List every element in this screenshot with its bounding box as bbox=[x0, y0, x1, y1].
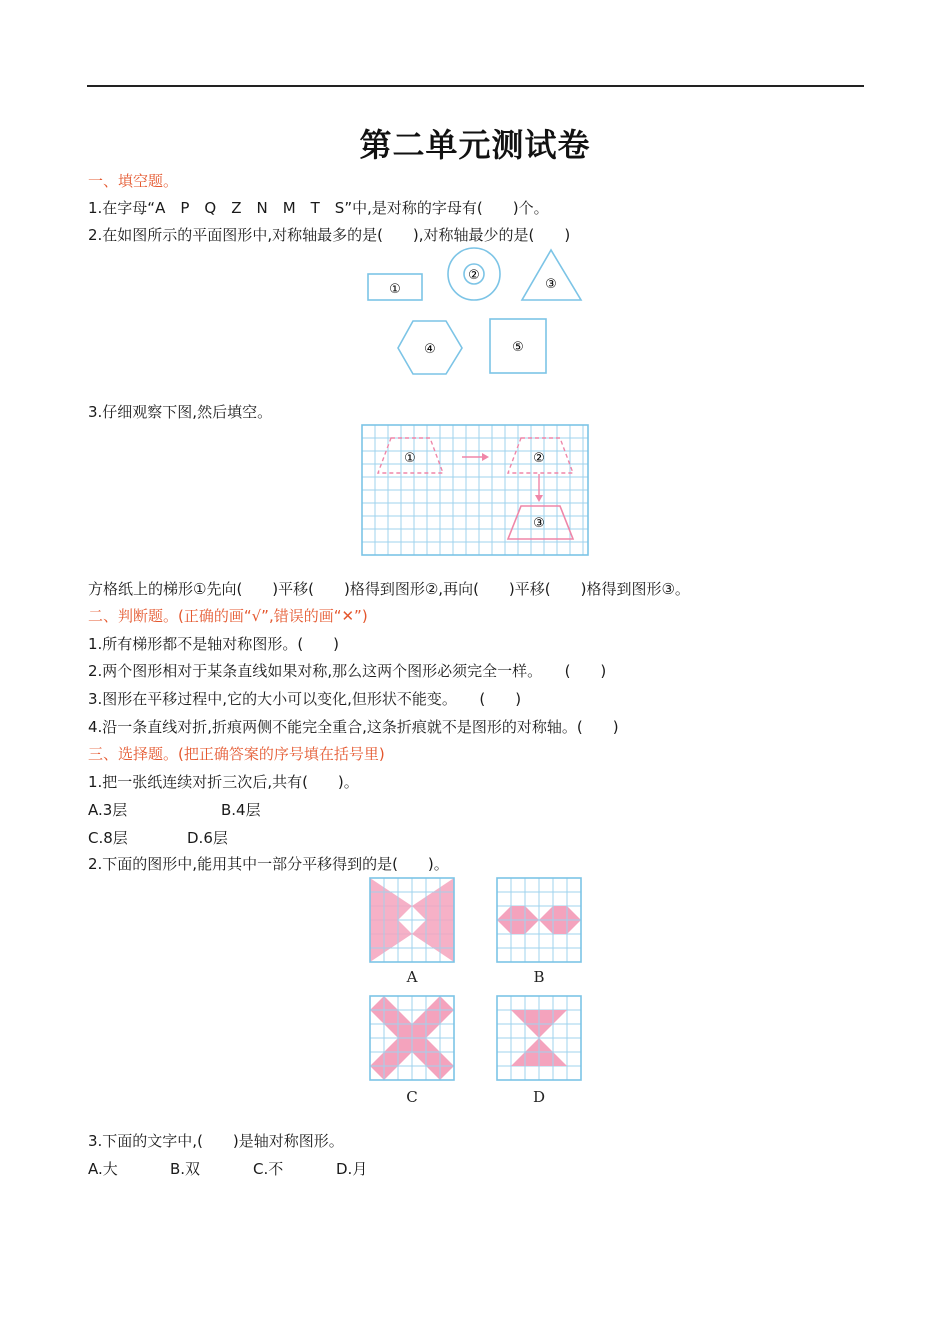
choice-option-a: A.3层 bbox=[88, 801, 128, 819]
option-a-figure bbox=[370, 878, 454, 962]
plane-shapes-figure bbox=[360, 242, 590, 377]
question-1-3: 3.仔细观察下图,然后填空。 bbox=[88, 403, 273, 421]
option-c-caption: C bbox=[406, 1088, 418, 1106]
section1-heading: 一、填空题。 bbox=[88, 172, 179, 190]
triangle-shape bbox=[522, 250, 581, 300]
arrow-down-head bbox=[535, 495, 543, 502]
choice-question-1: 1.把一张纸连续对折三次后,共有( )。 bbox=[88, 773, 359, 791]
option-c-figure bbox=[370, 996, 454, 1080]
shape-label-4: ④ bbox=[424, 342, 436, 357]
q3-option-b: B.双 bbox=[170, 1160, 201, 1178]
judge-item-4: 4.沿一条直线对折,折痕两侧不能完全重合,这条折痕就不是图形的对称轴。( ) bbox=[88, 718, 619, 736]
q3-option-c: C.不 bbox=[253, 1160, 284, 1178]
grid-lines bbox=[362, 425, 588, 555]
choice-question-2: 2.下面的图形中,能用其中一部分平移得到的是( )。 bbox=[88, 855, 449, 873]
shape-label-1: ① bbox=[389, 282, 401, 297]
option-a-caption: A bbox=[406, 968, 418, 986]
top-rule bbox=[87, 85, 864, 87]
arrow-right-head bbox=[482, 453, 489, 461]
judge-item-1: 1.所有梯形都不是轴对称图形。( ) bbox=[88, 635, 340, 653]
q3-option-d: D.月 bbox=[336, 1160, 368, 1178]
question-1-1: 1.在字母“A P Q Z N M T S”中,是对称的字母有( )个。 bbox=[88, 199, 549, 217]
q3-option-a: A.大 bbox=[88, 1160, 118, 1178]
question-1-2: 2.在如图所示的平面图形中,对称轴最多的是( ),对称轴最少的是( ) bbox=[88, 226, 571, 244]
choice-question-3: 3.下面的文字中,( )是轴对称图形。 bbox=[88, 1132, 344, 1150]
translation-grid-figure bbox=[361, 424, 591, 557]
shape-label-3: ③ bbox=[545, 277, 557, 292]
option-b-caption: B bbox=[533, 968, 545, 986]
page-title: 第二单元测试卷 bbox=[359, 126, 591, 164]
judge-item-3: 3.图形在平移过程中,它的大小可以变化,但形状不能变。 ( ) bbox=[88, 690, 522, 708]
question-1-3-fill: 方格纸上的梯形①先向( )平移( )格得到图形②,再向( )平移( )格得到图形③。 bbox=[88, 580, 690, 598]
shape-label-5: ⑤ bbox=[512, 340, 524, 355]
shape-label-2: ② bbox=[468, 268, 480, 283]
option-d-caption: D bbox=[532, 1088, 546, 1106]
section2-heading: 二、判断题。(正确的画“√”,错误的画“✕”) bbox=[88, 607, 368, 625]
translation-options-figure bbox=[366, 874, 586, 1110]
grid-label-2: ② bbox=[533, 451, 545, 466]
choice-option-b: B.4层 bbox=[221, 801, 261, 819]
choice-option-d: D.6层 bbox=[187, 829, 228, 847]
choice-option-c: C.8层 bbox=[88, 829, 128, 847]
grid-label-1: ① bbox=[404, 451, 416, 466]
section3-heading: 三、选择题。(把正确答案的序号填在括号里) bbox=[88, 745, 385, 763]
judge-item-2: 2.两个图形相对于某条直线如果对称,那么这两个图形必须完全一样。 ( ) bbox=[88, 662, 607, 680]
grid-label-3: ③ bbox=[533, 516, 545, 531]
option-d-figure bbox=[497, 996, 581, 1080]
option-b-figure bbox=[497, 878, 581, 962]
